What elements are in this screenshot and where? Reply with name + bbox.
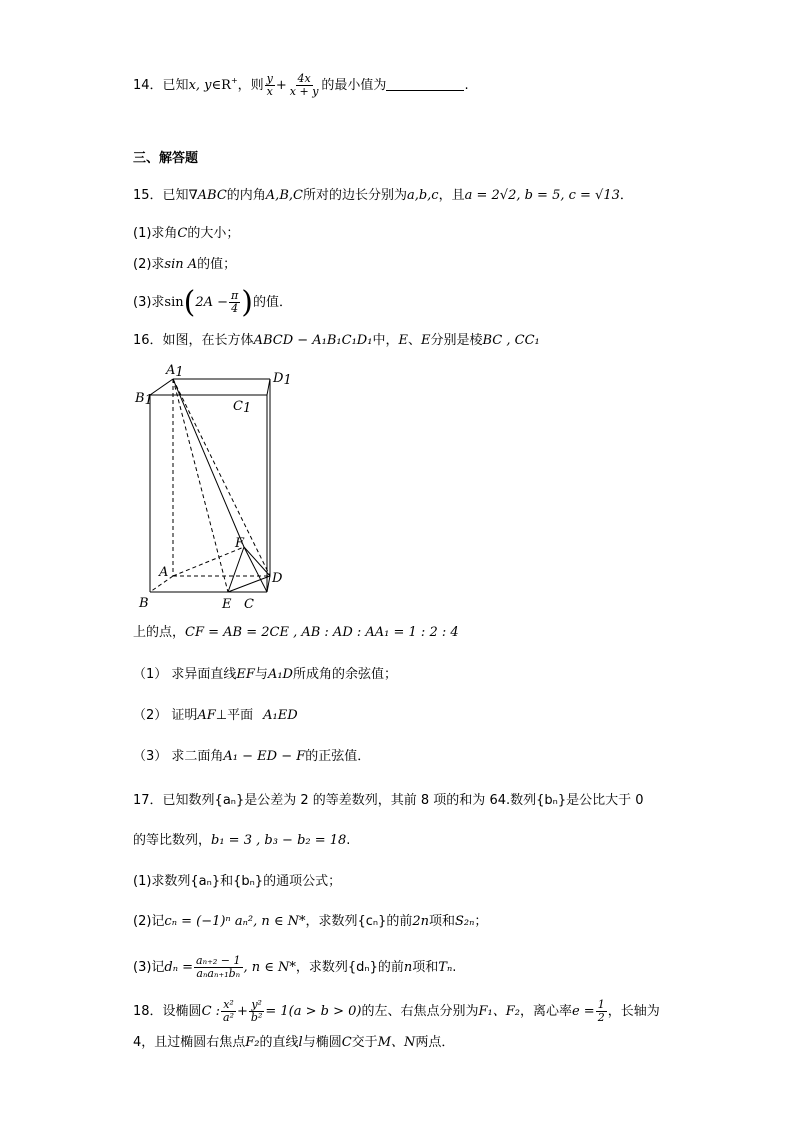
- q18-number: 18．: [133, 1004, 163, 1019]
- q17-part-3-tn: Tₙ: [438, 960, 453, 975]
- q18-line-2-l: l: [298, 1035, 303, 1050]
- q15-line: [133, 187, 633, 205]
- label-A1: A1: [166, 363, 184, 380]
- q16-part-1-end: 所成角的余弦值；: [292, 667, 397, 682]
- q14-frac-1-num: y: [266, 72, 273, 85]
- q15-part-3: [133, 285, 292, 320]
- q17-number: 17．: [133, 793, 163, 808]
- q18-text-3: ，离心率: [519, 1004, 572, 1019]
- q16-edges: BC , CC₁: [482, 333, 540, 348]
- q16-text-4: 上的点，: [133, 625, 186, 640]
- label-B: B: [139, 596, 149, 610]
- q17-text-2-end: .: [346, 833, 351, 848]
- q18-line-2-end: 两点．: [415, 1035, 455, 1050]
- q16-part-3-dihedral: A₁ − ED − F: [223, 749, 306, 764]
- q16-part-1: [133, 666, 397, 684]
- segment-ED: [228, 576, 270, 592]
- q14-text-2: ，则: [237, 78, 264, 93]
- q17-condition: b₁ = 3 , b₃ − b₂ = 18: [211, 833, 347, 848]
- q16-part-2-af: AF: [197, 708, 216, 723]
- q17-part-2-text: (2)记: [133, 914, 165, 929]
- q16-line: [133, 332, 540, 350]
- q15-sides: a,b,c: [406, 188, 439, 203]
- q18-frac-e-den: 2: [597, 1011, 605, 1024]
- q15-triangle: ∇ABC: [188, 188, 227, 203]
- q17-part-2-end: ；: [474, 914, 488, 929]
- q17-text-2: 的等比数列，: [133, 833, 212, 848]
- q16-point-e: E: [398, 333, 408, 348]
- q17-part-3-frac: [194, 955, 242, 980]
- q18-line-2-a: 4，且过椭圆右焦点: [133, 1035, 246, 1050]
- section-heading: 三、解答题: [133, 151, 199, 166]
- q17-part-1-text: (1)求数列{aₙ}和{bₙ}的通项公式；: [133, 874, 342, 889]
- q15-part-1-var: C: [177, 226, 188, 241]
- q14-line: [133, 72, 469, 98]
- q17-part-2: [133, 913, 487, 931]
- q14-frac-2: [288, 73, 321, 98]
- q16-part-1-text: （1） 求异面直线: [133, 667, 237, 682]
- q14-frac-1: [265, 73, 275, 98]
- q17-part-1: [133, 873, 341, 891]
- q18-plus: +: [237, 1004, 248, 1019]
- q14-end: .: [464, 78, 469, 93]
- q18-line-2-mn: M、N: [377, 1035, 416, 1050]
- q15-number: 15．: [133, 188, 163, 203]
- q16-point-f: E: [420, 333, 431, 348]
- q15-left-paren: (: [183, 285, 196, 320]
- label-F: F: [235, 536, 245, 551]
- q15-part-2-var: sin A: [164, 257, 198, 272]
- label-C1: C1: [233, 399, 252, 416]
- q14-frac-1-den: x: [266, 85, 273, 98]
- q16-number: 16．: [133, 333, 163, 348]
- q16-part-1-a1d: A₁D: [267, 667, 293, 682]
- q17-part-3: [133, 955, 456, 980]
- hidden-AF: [173, 547, 244, 576]
- hidden-A1E: [173, 379, 228, 592]
- label-E: E: [222, 597, 232, 610]
- q15-end: ．: [619, 188, 633, 203]
- q16-part-1-and: 与: [254, 667, 268, 682]
- q16-condition: CF = AB = 2CE , AB : AD : AA₁ = 1 : 2 : 4: [185, 625, 459, 640]
- q16-part-2-plane: A₁ED: [263, 708, 298, 723]
- segment-FE: [228, 547, 244, 592]
- q15-part-3-fn: sin: [164, 295, 184, 310]
- q17-part-2-cn: cₙ = (−1)ⁿ aₙ², n ∈ N*: [164, 914, 306, 929]
- q15-text-3: 所对的边长分别为: [302, 188, 407, 203]
- q15-angles: A,B,C: [265, 188, 303, 203]
- q16-text-2: 中，: [372, 333, 399, 348]
- q18-foci: F₁、F₂: [478, 1004, 520, 1019]
- q14-frac-2-num: 4x: [297, 72, 311, 85]
- q15-part-3-frac: [229, 290, 240, 315]
- q15-right-paren: ): [241, 285, 253, 320]
- q18-frac-e-num: 1: [597, 998, 605, 1011]
- prism-figure: [133, 362, 293, 610]
- q18-text-4: ，长轴为: [607, 1004, 660, 1019]
- q18-frac-x: [221, 999, 236, 1024]
- q16-part-2-text: （2） 证明: [133, 708, 198, 723]
- q15-part-2-text: (2)求: [133, 257, 165, 272]
- q17-part-3-text: (3)记: [133, 960, 165, 975]
- q17-part-3-sum: 项和: [412, 960, 439, 975]
- q16-part-2-perp: ⊥平面: [215, 708, 254, 723]
- q14-plus: +: [275, 78, 287, 93]
- q17-part-3-mid: ，求数列{dₙ}的前: [295, 960, 404, 975]
- q16-text-3: 分别是棱: [430, 333, 483, 348]
- q18-frac-y-num: y²: [251, 998, 262, 1011]
- q14-in: ∈: [211, 78, 222, 93]
- q18-line-2-f2: F₂: [245, 1035, 260, 1050]
- q16-part-3-end: 的正弦值．: [305, 749, 371, 764]
- q18-text-1: 设椭圆: [162, 1004, 202, 1019]
- q18-frac-x-den: a²: [223, 1011, 234, 1024]
- q18-line-2-c: 的直线: [259, 1035, 299, 1050]
- q18-line-2-c-var: C: [341, 1035, 352, 1050]
- q18-eccentricity: e =: [571, 1004, 595, 1019]
- q18-text-2: 的左、右焦点分别为: [361, 1004, 479, 1019]
- edge-A1B1: [150, 379, 173, 395]
- q15-part-3-den: 4: [231, 302, 239, 315]
- q14-set-sup: +: [230, 76, 238, 85]
- q14-text-3: 的最小值为: [321, 78, 387, 93]
- q15-part-1-text: (1)求角: [133, 226, 178, 241]
- q15-part-2: [133, 256, 236, 274]
- label-D: D: [272, 571, 283, 586]
- q18-line-2: [133, 1034, 454, 1052]
- q17-line-1: [133, 792, 644, 810]
- q16-part-3: [133, 748, 370, 766]
- q18-line-2-e: 与椭圆: [302, 1035, 342, 1050]
- q15-text-1: 已知: [162, 188, 189, 203]
- q14-frac-2-den: x + y: [289, 85, 319, 98]
- q18-line-1: [133, 999, 660, 1024]
- q17-part-2-sum: 项和: [429, 914, 456, 929]
- q15-part-3-num: π: [231, 289, 239, 302]
- q15-part-3-end: 的值．: [252, 295, 292, 310]
- q17-part-3-domain: , n ∈ N*: [243, 960, 296, 975]
- q17-line-2: [133, 832, 350, 850]
- q17-part-3-end: .: [452, 960, 457, 975]
- q15-part-1: [133, 225, 239, 243]
- q14-text-1: 已知: [162, 78, 189, 93]
- q16-condition-line: [133, 624, 459, 642]
- q17-part-3-n: n: [403, 960, 413, 975]
- q17-part-2-2n: 2n: [412, 914, 429, 929]
- label-B1: B1: [135, 391, 153, 408]
- label-A: A: [159, 565, 169, 580]
- q16-solid: ABCD − A₁B₁C₁D₁: [253, 333, 373, 348]
- q17-part-2-mid: ，求数列{cₙ}的前: [305, 914, 413, 929]
- q16-sep: 、: [407, 333, 421, 348]
- q17-text-1: 已知数列{aₙ}是公差为 2 的等差数列，其前 8 项的和为 64.数列{bₙ}是公比大于 0: [162, 793, 644, 808]
- q18-ellipse-c: C :: [201, 1004, 221, 1019]
- q17-part-3-num: aₙ₊₂ − 1: [196, 954, 241, 967]
- q16-text-1: 如图，在长方体: [162, 333, 254, 348]
- hidden-A1D: [173, 379, 270, 576]
- q17-part-3-dn: dₙ =: [164, 960, 194, 975]
- q15-part-3-arg: 2A −: [195, 295, 229, 310]
- q18-frac-x-num: x²: [223, 998, 234, 1011]
- q18-line-2-g: 交于: [351, 1035, 378, 1050]
- q17-part-2-s2n: S₂ₙ: [455, 914, 475, 929]
- q16-part-2: [133, 707, 298, 725]
- q15-condition: a = 2√2, b = 5, c = √13: [464, 188, 620, 203]
- q14-vars: x, y: [188, 78, 212, 93]
- q14-set: R: [221, 78, 231, 93]
- q18-equation-rhs: = 1(a > b > 0): [265, 1004, 362, 1019]
- q16-part-3-text: （3） 求二面角: [133, 749, 224, 764]
- q14-number: 14．: [133, 78, 163, 93]
- q15-part-1-end: 的大小；: [187, 226, 240, 241]
- label-C: C: [244, 597, 254, 610]
- q15-text-2: 的内角: [226, 188, 266, 203]
- q18-frac-e: [596, 999, 607, 1024]
- q16-part-1-ef: EF: [236, 667, 255, 682]
- q15-text-4: ，且: [438, 188, 465, 203]
- q15-part-2-end: 的值；: [197, 257, 237, 272]
- q18-frac-y: [249, 999, 264, 1024]
- q14-answer-blank[interactable]: [386, 78, 464, 91]
- q17-part-3-den: aₙaₙ₊₁bₙ: [196, 967, 241, 980]
- label-D1: D1: [273, 371, 292, 388]
- q18-frac-y-den: b²: [250, 1011, 263, 1024]
- q15-part-3-text: (3)求: [133, 295, 165, 310]
